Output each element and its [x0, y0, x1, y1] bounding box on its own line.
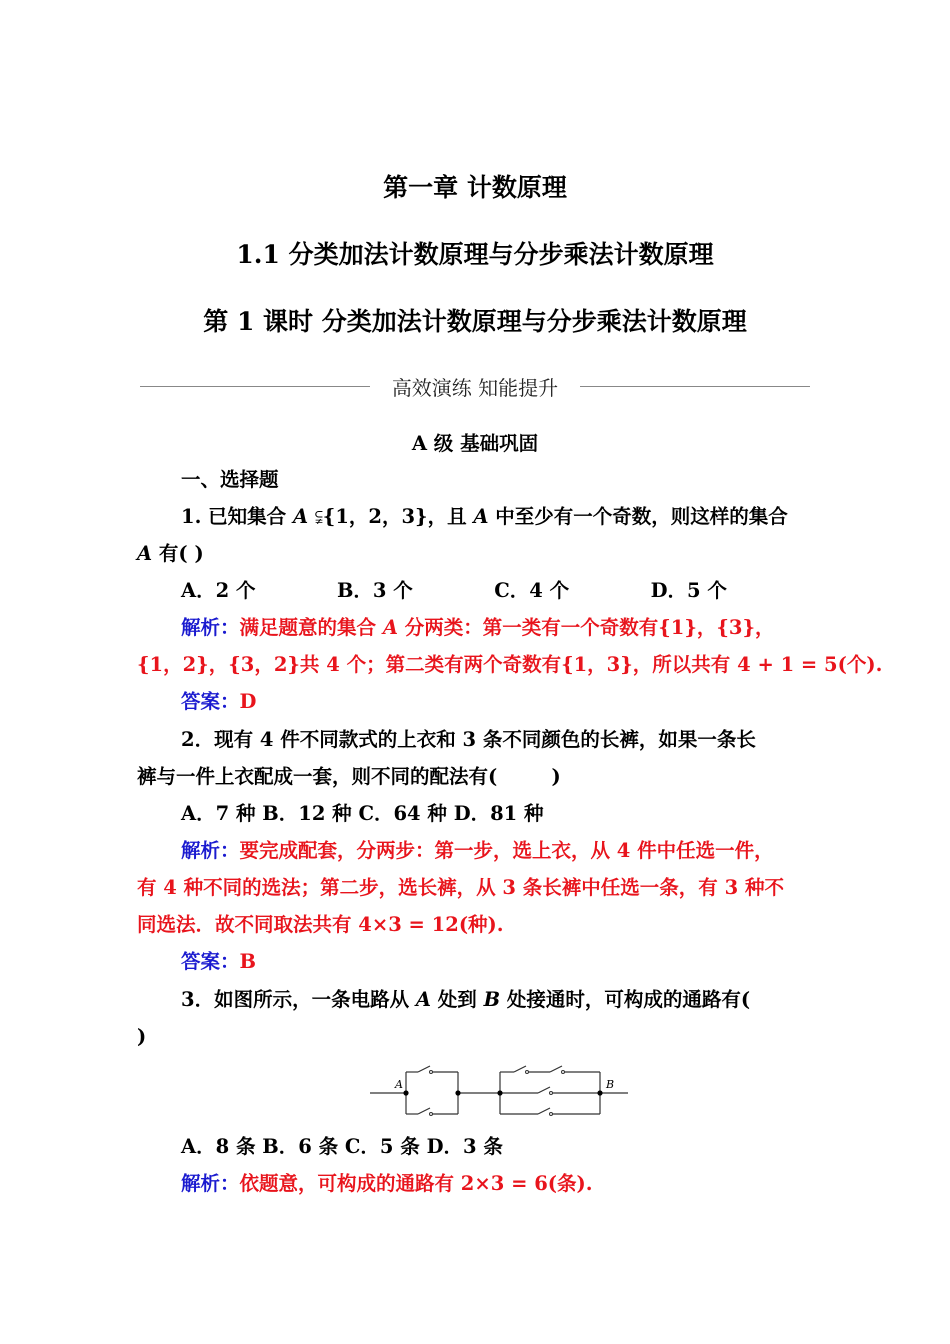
q3-var-a: A [415, 988, 431, 1011]
q3-analysis-label: 解析： [181, 1172, 240, 1195]
lesson-title: 第 1 课时 分类加法计数原理与分步乘法计数原理 [203, 307, 747, 336]
q3-analysis-line-1 [181, 1172, 593, 1196]
switch-3 [514, 1066, 526, 1072]
q2-analysis-1: 要完成配套，分两步：第一步，选上衣，从 4 件中任选一件， [239, 839, 774, 862]
q1-answer-label: 答案： [181, 690, 240, 713]
q1-analysis-line-1 [181, 616, 775, 640]
circuit-diagram [370, 1062, 630, 1122]
banner-divider [140, 372, 810, 402]
q3-var-b: B [483, 988, 501, 1011]
q1-var-a2: A [473, 505, 489, 528]
part-heading: 一、选择题 [181, 468, 279, 491]
q3-stem-c: 处接通时，可构成的通路有( [500, 988, 751, 1011]
q2-answer [181, 950, 256, 974]
q2-analysis-label: 解析： [181, 839, 240, 862]
q3-analysis-1: 依题意，可构成的通路有 2×3 = 6(条). [239, 1172, 593, 1195]
node-middle-right [497, 1090, 502, 1095]
q2-analysis-line-2: 有 4 种不同的选法；第二步，选长裤，从 3 条长裤中任选一条，有 3 种不 [137, 876, 784, 899]
level-heading: A 级 基础巩固 [411, 432, 539, 455]
switch-4 [550, 1066, 562, 1072]
chapter-title: 第一章 计数原理 [383, 173, 567, 202]
switch-6 [538, 1108, 550, 1114]
q2-stem-line-2: 裤与一件上衣配成一套，则不同的配法有( ) [137, 765, 561, 788]
q1-stem-d: 有( ) [152, 542, 204, 565]
diagram-label-a: A [395, 1078, 403, 1091]
q1-answer-value: D [239, 690, 257, 713]
q1-analysis-1a: 满足题意的集合 [239, 616, 383, 639]
q1-analysis-line-2: {1，2}，{3，2}共 4 个；第二类有两个奇数有{1，3}，所以共有 4 + 1 = 5(个). [137, 653, 883, 676]
q1-var-a: A [292, 505, 309, 528]
q1-analysis-1b: 分两类：第一类有一个奇数有{1}，{3}， [397, 616, 775, 639]
switch-5 [538, 1087, 550, 1093]
q3-stem-line-2: ) [137, 1025, 147, 1048]
node-b [597, 1090, 602, 1095]
q3-stem-a: 3．如图所示，一条电路从 [181, 988, 416, 1011]
q2-answer-label: 答案： [181, 950, 240, 973]
q3-options: A．8 条 B．6 条 C．5 条 D．3 条 [181, 1135, 503, 1158]
switch-1 [418, 1066, 430, 1072]
q1-stem-a: 1. 已知集合 [181, 505, 293, 528]
q1-stem-c: 中至少有一个奇数，则这样的集合 [488, 505, 788, 528]
q2-analysis-line-3: 同选法．故不同取法共有 4×3 = 12(种). [137, 913, 504, 936]
divider-line-right [580, 386, 810, 387]
section-title: 1.1 分类加法计数原理与分步乘法计数原理 [236, 240, 714, 269]
q1-stem-b: {1，2，3}，且 [322, 505, 474, 528]
node-middle-left [455, 1090, 460, 1095]
q1-stem-line-1 [181, 505, 788, 530]
q1-analysis-label: 解析： [181, 616, 240, 639]
banner-label: 高效演练 知能提升 [391, 376, 559, 400]
q1-analysis-var: A [382, 616, 398, 639]
diagram-label-b: B [606, 1078, 615, 1091]
q2-stem-line-1: 2．现有 4 件不同款式的上衣和 3 条不同颜色的长裤，如果一条长 [181, 728, 756, 751]
q1-options: A．2 个 B．3 个 C．4 个 D．5 个 [181, 579, 727, 602]
q2-options: A．7 种 B．12 种 C．64 种 D．81 种 [181, 802, 544, 825]
q1-answer [181, 690, 256, 714]
node-a [403, 1090, 408, 1095]
q3-stem-b: 处到 [431, 988, 484, 1011]
proper-subset-symbol: ⫋ [314, 507, 323, 528]
q3-stem-line-1 [181, 988, 750, 1012]
q1-stem-line-2 [137, 542, 204, 566]
q2-analysis-line-1 [181, 839, 774, 863]
q2-answer-value: B [239, 950, 256, 973]
q1-var-a3: A [137, 542, 153, 565]
switch-2 [418, 1108, 430, 1114]
